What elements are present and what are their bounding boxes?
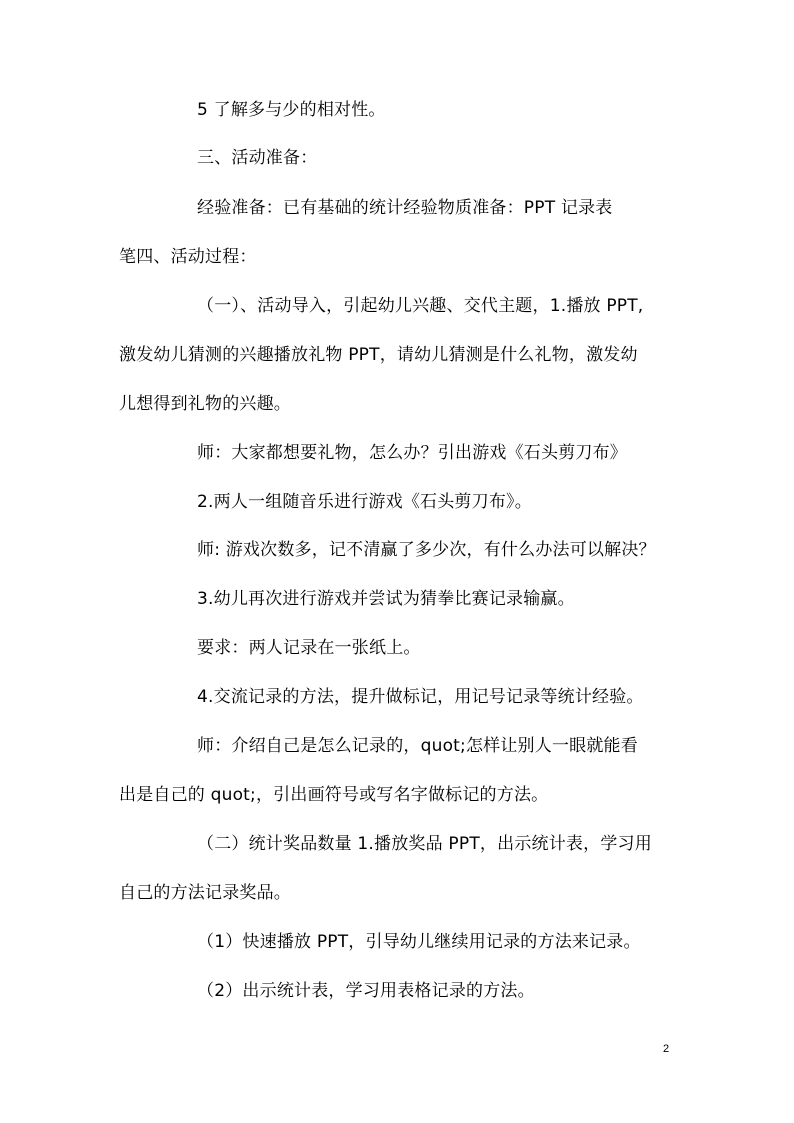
section-heading: 三、活动准备： xyxy=(197,148,318,168)
section-heading: 笔四、活动过程： xyxy=(119,247,257,267)
text-line: 4.交流记录的方法，提升做标记，用记号记录等统计经验。 xyxy=(197,687,644,707)
text-line: 出是自己的 quot;，引出画符号或写名字做标记的方法。 xyxy=(119,785,549,805)
text-line: （1）快速播放 PPT，引导幼儿继续用记录的方法来记录。 xyxy=(197,932,641,952)
text-line: （二）统计奖品数量 1.播放奖品 PPT，出示统计表，学习用 xyxy=(197,834,652,854)
text-line: 自己的方法记录奖品。 xyxy=(119,883,291,903)
text-line: 5 了解多与少的相对性。 xyxy=(197,100,386,120)
text-line: 激发幼儿猜测的兴趣播放礼物 PPT，请幼儿猜测是什么礼物，激发幼 xyxy=(119,345,638,365)
text-line: （2）出示统计表，学习用表格记录的方法。 xyxy=(197,981,535,1001)
text-line: 经验准备：已有基础的统计经验物质准备：PPT 记录表 xyxy=(197,198,613,218)
text-line: 2.两人一组随音乐进行游戏《石头剪刀布》。 xyxy=(197,492,532,512)
text-line: 儿想得到礼物的兴趣。 xyxy=(119,394,291,414)
text-line: 师: 游戏次数多，记不清赢了多少次，有什么办法可以解决？ xyxy=(197,540,656,560)
text-line: 师：大家都想要礼物，怎么办？引出游戏《石头剪刀布》 xyxy=(197,443,627,463)
text-line: 3.幼儿再次进行游戏并尝试为猜拳比赛记录输赢。 xyxy=(197,589,575,609)
text-line: （一）、活动导入，引起幼儿兴趣、交代主题，1.播放 PPT, xyxy=(197,296,644,316)
page-number: 2 xyxy=(663,1043,670,1055)
text-line: 要求：两人记录在一张纸上。 xyxy=(197,638,421,658)
text-line: 师：介绍自己是怎么记录的，quot;怎样让别人一眼就能看 xyxy=(197,736,638,756)
